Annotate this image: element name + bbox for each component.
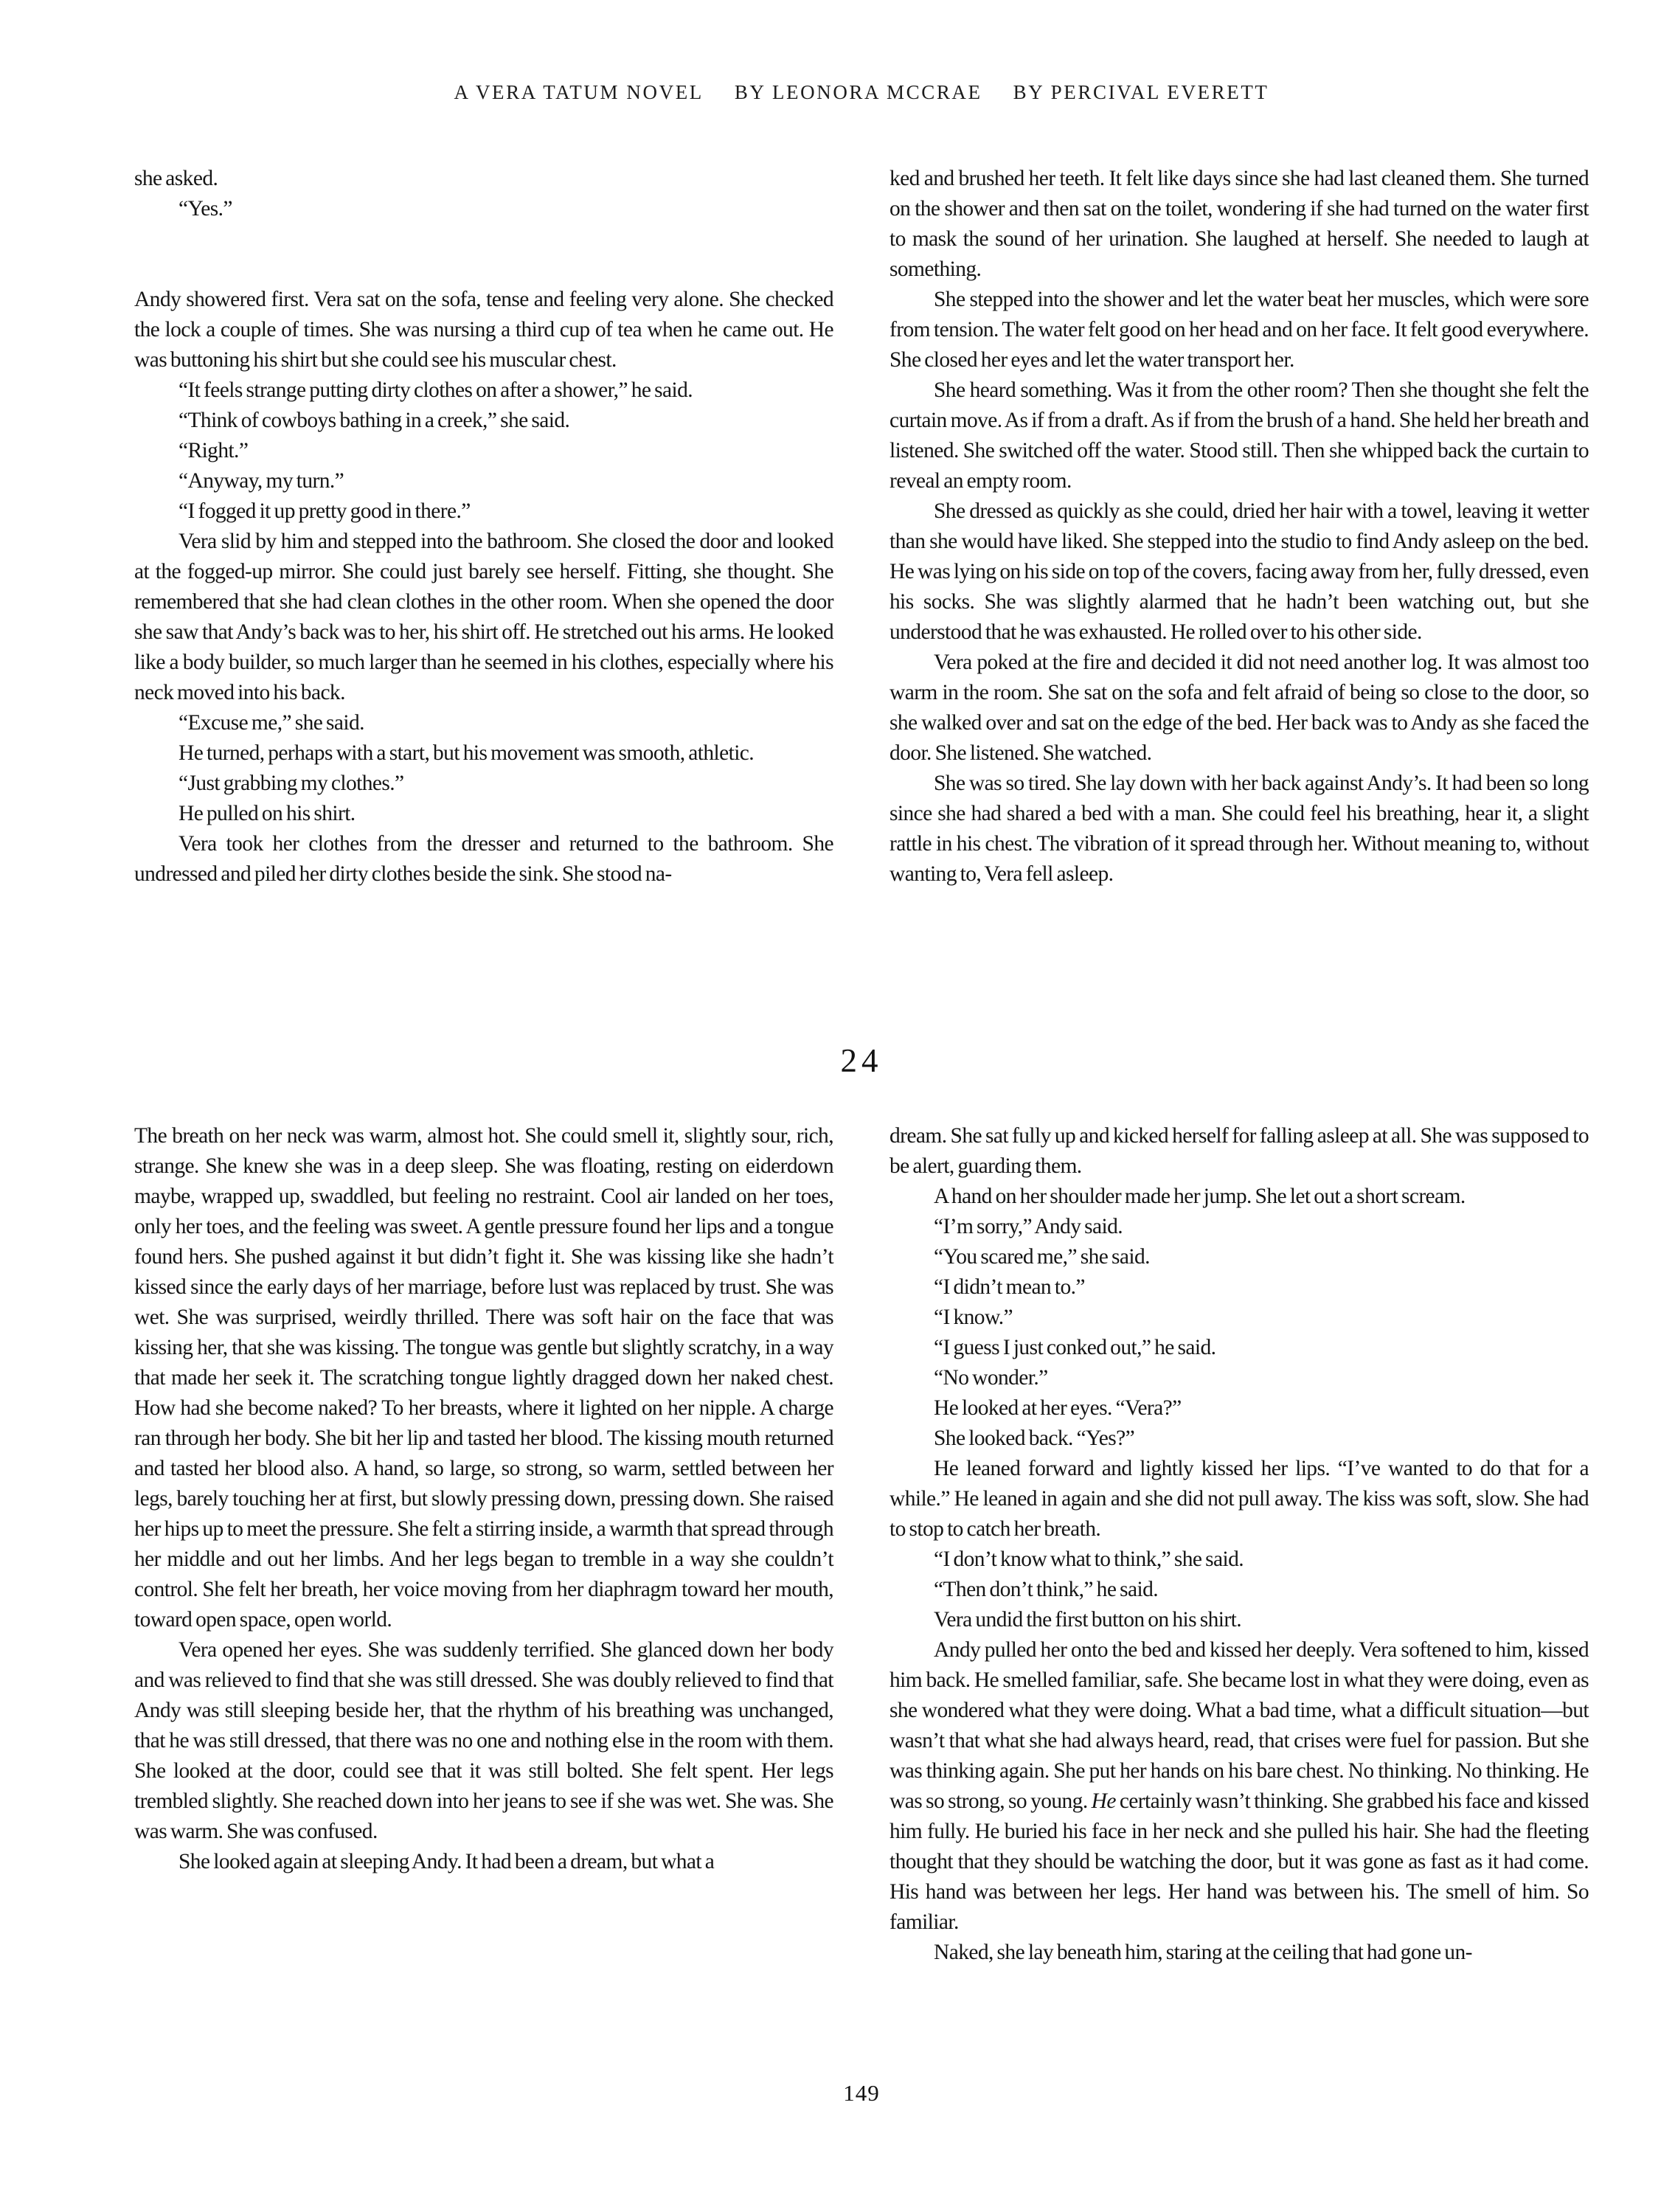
running-head-byline-everett: BY PERCIVAL EVERETT bbox=[1013, 81, 1269, 103]
paragraph: He turned, perhaps with a start, but his movement was smooth, athletic. bbox=[178, 741, 755, 765]
paragraph: Vera opened her eyes. She was suddenly terrified. She glanced down her body and was relieved to find that she was still dressed. She was doubly relieved to find that Andy was still sleeping beside her, that the rhythm of his breathing was unchanged, that he was still dressed, that there was no one and nothing else in the room with them. She looked at the door, could see that it was still bolted. She felt spent. Her legs trembled slightly. She reached down into her jeans to see if she was wet. She was. She was warm. She was confused. bbox=[134, 1638, 833, 1843]
running-head-byline-mccrae: BY LEONORA MCCRAE bbox=[734, 81, 982, 103]
paragraph: He looked at her eyes. “Vera?” bbox=[934, 1396, 1182, 1420]
paragraph bbox=[889, 1635, 1589, 1938]
running-head-novel-title: A VERA TATUM NOVEL bbox=[454, 81, 704, 103]
paragraph: Vera slid by him and stepped into the bathroom. She closed the door and looked at the fogged-up mirror. She could just barely see herself. Fitting, she thought. She remembered that she had clean clothes in the other room. When she opened the door she saw that Andy’s back was to her, his shirt off. He stretched out his arms. He looked like a body builder, so much larger than he seemed in his clothes, especially where his neck moved into his back. bbox=[134, 530, 833, 704]
paragraph: She dressed as quickly as she could, dried her hair with a towel, leaving it wetter than she would have liked. She stepped into the studio to find Andy asleep on the bed. He was lying on his side on top of the covers, facing away from her, fully dressed, even his socks. She was slightly alarmed that he hadn’t been watching out, but she understood that he was exhausted. He rolled over to his other side. bbox=[889, 499, 1589, 644]
paragraph: “Think of cowboys bathing in a creek,” she said. bbox=[178, 409, 570, 432]
paragraph: “Just grabbing my clothes.” bbox=[178, 772, 404, 795]
right-column bbox=[889, 1121, 1589, 1968]
chapter-number-heading: 24 bbox=[840, 1042, 883, 1079]
paragraph: “You scared me,” she said. bbox=[934, 1245, 1150, 1269]
right-column bbox=[889, 164, 1589, 890]
paragraph: “I guess I just conked out,” he said. bbox=[934, 1336, 1216, 1359]
paragraph: “I fogged it up pretty good in there.” bbox=[178, 499, 471, 523]
paragraph: Vera undid the first button on his shirt. bbox=[934, 1608, 1241, 1632]
paragraph: Andy showered first. Vera sat on the sofa, tense and feeling very alone. She checked the lock a couple of times. She was nursing a third cup of tea when he came out. He was buttoning his shirt but she could see his muscular chest. bbox=[134, 288, 833, 372]
section-chapter-24 bbox=[134, 1121, 1589, 1968]
paragraph: She was so tired. She lay down with her back against Andy’s. It had been so long since she had shared a bed with a man. She could feel his breathing, hear it, a slight rattle in his chest. The vibration of it spread through her. Without meaning to, without wanting to, Vera fell asleep. bbox=[889, 772, 1589, 886]
paragraph: She heard something. Was it from the other room? Then she thought she felt the curtain move. As if from a draft. As if from the brush of a hand. She held her breath and listened. She switched off the water. Stood still. Then she whipped back the curtain to reveal an empty room. bbox=[889, 378, 1589, 493]
left-column bbox=[134, 164, 833, 890]
paragraph: “I don’t know what to think,” she said. bbox=[934, 1547, 1244, 1571]
paragraph: Vera took her clothes from the dresser and returned to the bathroom. She undressed and piled her dirty clothes beside the sink. She stood na- bbox=[134, 832, 833, 886]
paragraph: ked and brushed her teeth. It felt like days since she had last cleaned them. She turned on the shower and then sat on the toilet, wondering if she had turned on the water first to mask the sound of her urination. She laughed at herself. She needed to laugh at something. bbox=[889, 167, 1589, 281]
paragraph: “It feels strange putting dirty clothes on after a shower,” he said. bbox=[178, 378, 693, 402]
page-number: 149 bbox=[843, 2080, 880, 2106]
paragraph-text: certainly wasn’t thinking. She grabbed his face and kissed him fully. He buried his face in her neck and she pulled his hair. She had the fleeting thought that they should be watching the door, but it was gone as fast as it had come. His hand was between her legs. Her hand was between his. The smell of him. So familiar. bbox=[889, 1789, 1589, 1934]
running-head bbox=[134, 81, 1589, 104]
paragraph: “Excuse me,” she said. bbox=[178, 711, 364, 735]
paragraph: she asked. bbox=[134, 167, 218, 190]
section-break bbox=[134, 224, 833, 285]
paragraph: Naked, she lay beneath him, staring at the ceiling that had gone un- bbox=[934, 1941, 1472, 1964]
paragraph: The breath on her neck was warm, almost hot. She could smell it, slightly sour, rich, strange. She knew she was in a deep sleep. She was floating, resting on eiderdown maybe, wrapped up, swaddled, but feeling no restraint. Cool air landed on her toes, only her toes, and the feeling was sweet. A gentle pressure found her lips and a tongue found hers. She pushed against it but didn’t fight it. She was kissing like she hadn’t kissed since the early days of her marriage, before lust was replaced by trust. She was wet. She was surprised, weirdly thrilled. There was soft hair on the face that was kissing her, that she was kissing. The tongue was gentle but slightly scratchy, in a way that made her seek it. The scratching tongue lightly dragged down her naked chest. How had she become naked? To her breasts, where it lighted on her nipple. A charge ran through her body. She bit her lip and tasted her blood. The kissing mouth returned and tasted her blood also. A hand, so large, so strong, so warm, settled between her legs, barely touching her at first, but slowly pressing down, pressing down. She raised her hips up to meet the pressure. She felt a stirring inside, a warmth that spread through her middle and out her limbs. And her legs began to tremble in a way she couldn’t control. She felt her breath, her voice moving from her diaphragm toward her mouth, toward open space, open world. bbox=[134, 1124, 833, 1632]
paragraph: “I know.” bbox=[934, 1306, 1013, 1329]
paragraph-text: Andy pulled her onto the bed and kissed her deeply. Vera softened to him, kissed him back. He smelled familiar, safe. She became lost in what they were doing, even as she wondered what they were doing. What a bad time, what a difficult situation—but wasn’t that what she had always heard, read, that crises were fuel for passion. But she was thinking again. She put her hands on his bare chest. No thinking. No thinking. He was so strong, so young. bbox=[889, 1638, 1589, 1813]
paragraph: He leaned forward and lightly kissed her lips. “I’ve wanted to do that for a while.” He leaned in again and she did not pull away. The kiss was soft, slow. She had to stop to catch her breath. bbox=[889, 1457, 1589, 1541]
paragraph: “No wonder.” bbox=[934, 1366, 1048, 1390]
paragraph: He pulled on his shirt. bbox=[178, 802, 356, 825]
paragraph: A hand on her shoulder made her jump. She let out a short scream. bbox=[934, 1185, 1466, 1208]
paragraph: “I’m sorry,” Andy said. bbox=[934, 1215, 1123, 1238]
paragraph: She stepped into the shower and let the water beat her muscles, which were sore from tension. The water felt good on her head and on her face. It felt good everywhere. She closed her eyes and let the water transport her. bbox=[889, 288, 1589, 372]
section-chapter-23-end bbox=[134, 164, 1589, 890]
paragraph: “Yes.” bbox=[178, 197, 232, 221]
paragraph: “I didn’t mean to.” bbox=[934, 1275, 1085, 1299]
paragraph: dream. She sat fully up and kicked herself for falling asleep at all. She was supposed to be alert, guarding them. bbox=[889, 1124, 1589, 1178]
paragraph: Vera poked at the fire and decided it did not need another log. It was almost too warm in the room. She sat on the sofa and felt afraid of being so close to the door, so she walked over and sat on the edge of the bed. Her back was to Andy as she faced the door. She listened. She watched. bbox=[889, 651, 1589, 765]
left-column bbox=[134, 1121, 833, 1968]
paragraph: She looked back. “Yes?” bbox=[934, 1426, 1135, 1450]
paragraph: She looked again at sleeping Andy. It had been a dream, but what a bbox=[178, 1850, 715, 1873]
paragraph: “Right.” bbox=[178, 439, 249, 462]
paragraph: “Then don’t think,” he said. bbox=[934, 1578, 1158, 1601]
italicized-word: He bbox=[1091, 1789, 1116, 1813]
paragraph: “Anyway, my turn.” bbox=[178, 469, 344, 493]
